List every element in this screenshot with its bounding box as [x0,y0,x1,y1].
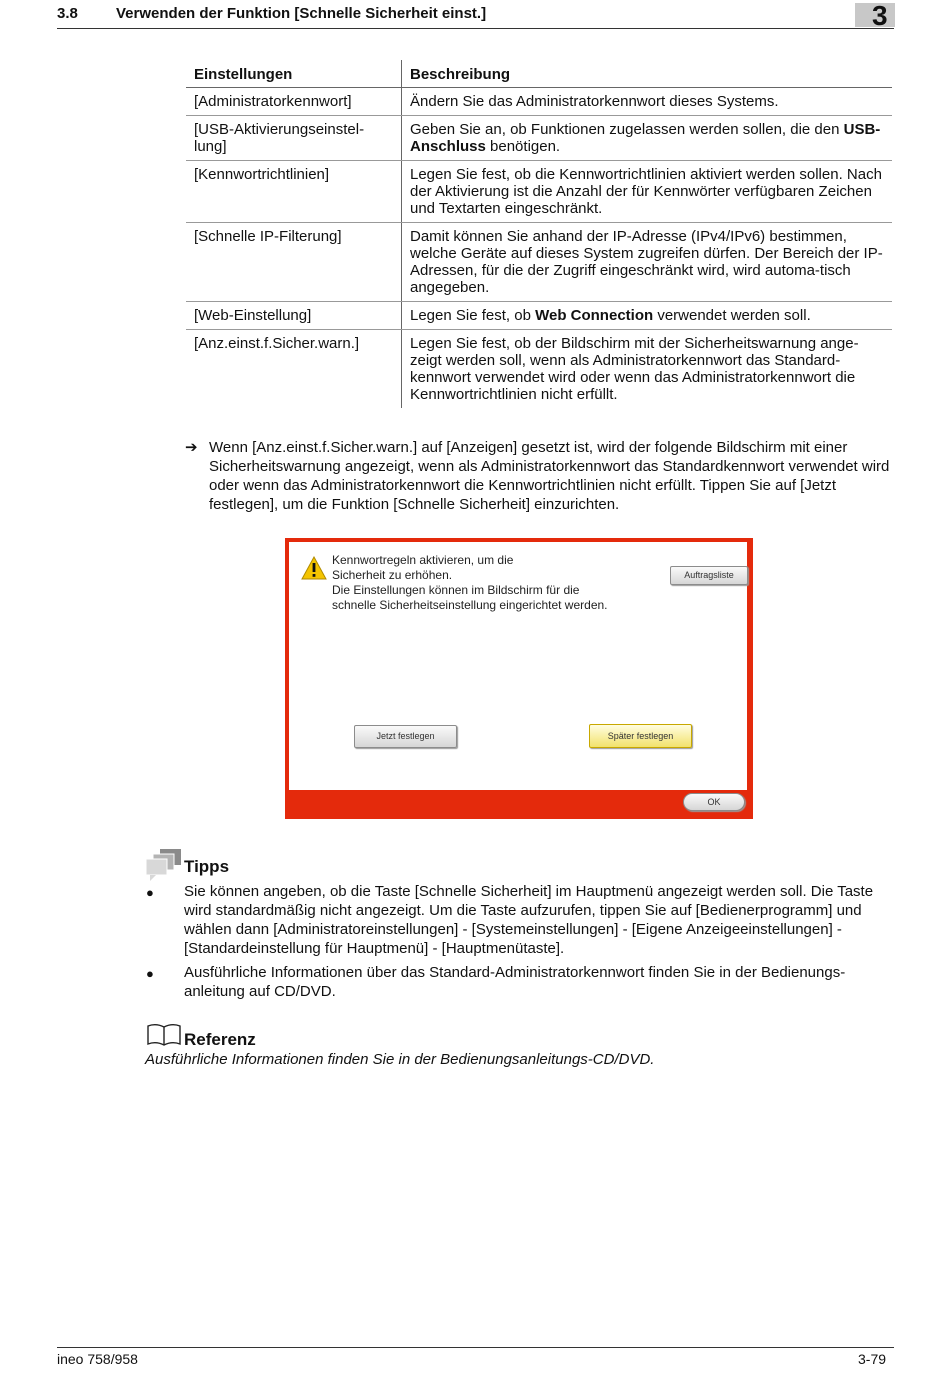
message-line: Sicherheit zu erhöhen. [332,568,453,582]
table-header-row [186,60,892,88]
set-later-button[interactable]: Später festlegen [589,724,692,748]
warning-message [332,553,662,613]
section-title: Verwenden der Funktion [Schnelle Sicherheit einst.] [116,5,487,22]
set-now-button[interactable]: Jetzt festlegen [354,725,457,748]
setting-description: Geben Sie an, ob Funktionen zugelassen werden sollen, die den USB-Anschluss benötigen. [402,116,893,161]
setting-name: [Kennwortrichtlinien] [186,161,402,223]
reference-text: Ausführliche Informationen finden Sie in der Bedienungsanleitungs-CD/DVD. [145,1051,655,1068]
tip-item: Sie können angeben, ob die Taste [Schnelle Sicherheit] im Hauptmenü angezeigt werden soll. Die Taste wird standardmäßig nicht angezeigt. Um die Taste aufzurufen, tippen Sie auf [Bedienerprogramm] und wählen dann [Administratoreinstellungen] - [Systemeinstellungen] - [Eigene Anzeigeeinstellungen] - [Standardeinstellung für Hauptmenü] - [Hauptmenütaste]. [184,883,874,957]
table-row [186,223,892,302]
footer-divider [57,1347,894,1348]
reference-heading: Referenz [184,1030,256,1049]
ok-button[interactable]: OK [683,793,745,811]
header-divider [57,28,894,29]
security-warning-screen [285,538,753,819]
table-row [186,330,892,409]
setting-name: [USB-Aktivierungseinstel- lung] [186,116,402,161]
setting-name: [Schnelle IP-Filterung] [186,223,402,302]
screen-panel [289,542,747,790]
tips-icon [146,848,182,882]
setting-description: Legen Sie fest, ob Web Connection verwendet werden soll. [402,302,893,330]
tips-heading: Tipps [184,857,230,876]
table-row [186,116,892,161]
arrow-right-icon: ➔ [185,439,198,456]
column-header-description: Beschreibung [402,60,893,88]
tip-item: Ausführliche Informationen über das Standard-Administratorkennwort finden Sie in der Bedienungs-anleitung auf CD/DVD. [184,964,846,1000]
setting-description: Ändern Sie das Administratorkennwort dieses Systems. [402,88,893,116]
setting-description: Legen Sie fest, ob die Kennwortrichtlinien aktiviert werden sollen. Nach der Aktivierung ist die Anzahl der für Kennwörter verfügbaren Zeichen und Textarten eingeschränkt. [402,161,893,223]
warning-icon [301,556,327,580]
setting-description: Damit können Sie anhand der IP-Adresse (IPv4/IPv6) bestimmen, welche Geräte auf dieses System zugreifen dürfen. Der Bereich der IP-Adressen, für die der Zugriff eingeschränkt wird, wird automa-tisch angegeben. [402,223,893,302]
setting-name: [Anz.einst.f.Sicher.warn.] [186,330,402,409]
bullet-icon: ● [146,966,154,981]
settings-table [186,60,892,408]
table-row [186,302,892,330]
instruction-paragraph: Wenn [Anz.einst.f.Sicher.warn.] auf [Anzeigen] gesetzt ist, wird der folgende Bildschirm mit einer Sicherheitswarnung angezeigt, wenn als Administratorkennwort das Standardkennwort verwendet wird oder wenn das Administratorkennwort die Kennwortrichtlinien nicht erfüllt. Tippen Sie auf [Jetzt festlegen], um die Funktion [Schnelle Sicherheit] einzurichten. [209,439,890,513]
setting-description: Legen Sie fest, ob der Bildschirm mit der Sicherheitswarnung ange-zeigt werden soll, wenn als Administratorkennwort das Standard-kennwort verwendet wird oder wenn das Administratorkennwort die Kennwortrichtlinien nicht erfüllt. [410,335,859,403]
book-icon [146,1023,182,1047]
table-row [186,88,892,116]
job-list-button[interactable]: Auftragsliste [670,566,748,585]
message-line: schnelle Sicherheitseinstellung eingerichtet werden. [332,598,608,612]
message-line: Die Einstellungen können im Bildschirm für die [332,583,580,597]
table-row [186,161,892,223]
column-header-settings: Einstellungen [186,60,402,88]
section-number: 3.8 [57,5,78,22]
message-line: Kennwortregeln aktivieren, um die [332,553,514,567]
setting-name: [Administratorkennwort] [186,88,402,116]
page-number: 3-79 [858,1351,887,1367]
bullet-icon: ● [146,885,154,900]
product-name: ineo 758/958 [57,1351,138,1367]
setting-name: [Web-Einstellung] [186,302,402,330]
chapter-number: 3 [872,0,888,31]
